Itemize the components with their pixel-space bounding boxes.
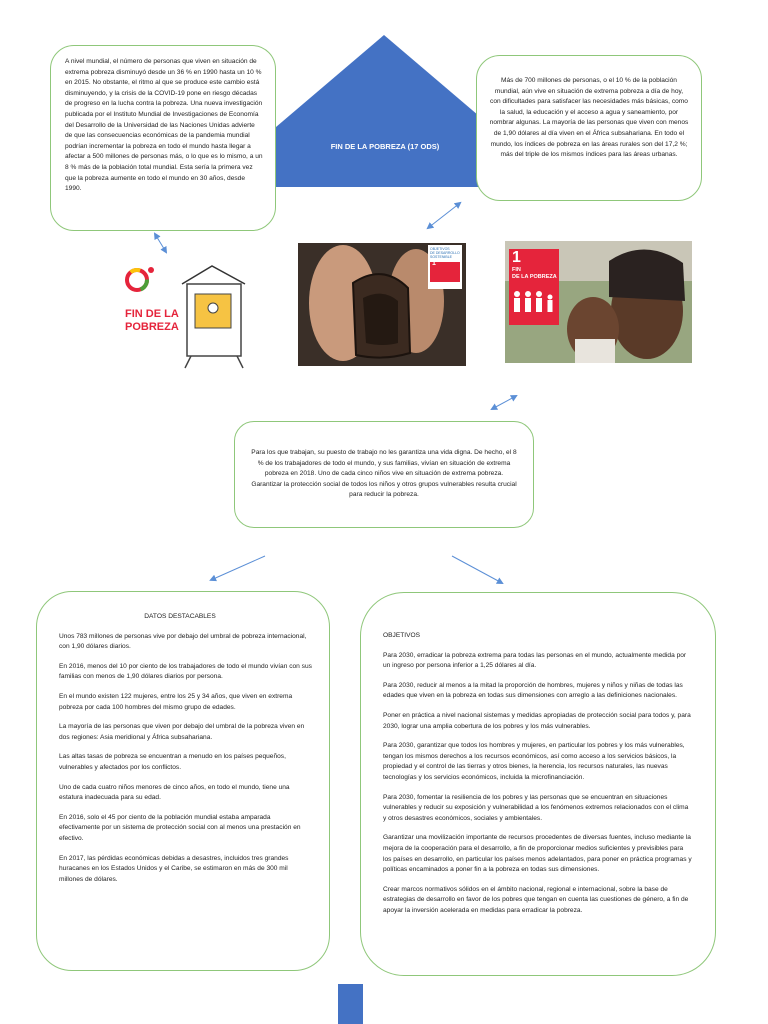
- arrow-to-datos: [211, 556, 265, 580]
- datos-item: En 2016, menos del 10 por ciento de los trabajadores de todo el mundo vivían con sus familias con menos de 1,90 dólares diarios por persona.: [59, 662, 312, 681]
- objetivo-item: Crear marcos normativos sólidos en el ámbito nacional, regional e internacional, sobre la base de estrategias de desarrollo en favor de los pobres que tengan en cuenta las cuestiones de género, a fin de apoyar la inversión acelerada en medidas para erradicar la pobreza.: [383, 885, 689, 914]
- datos-item: En el mundo existen 122 mujeres, entre los 25 y 34 años, que viven en extrema pobreza por cada 100 hombres del mismo grupo de edades.: [59, 692, 293, 711]
- facts-text: Más de 700 millones de personas, o el 10 % de la población mundial, aún vive en situación de extrema pobreza a día de hoy, con dificultades para satisfacer las necesidades más básicas, como la salud, la educación y el acceso a agua y saneamiento, por nombrar algunas. La mayoría de las personas que viven con menos de 1,90 dólares al día viven en el África subsahariana. En todo el mundo, los índices de pobreza en las áreas rurales son del 17,2 %; más del triple de los mismos índices para las áreas urbanas.: [489, 77, 689, 159]
- arrow-left: [155, 234, 166, 252]
- datos-box: [36, 591, 330, 971]
- illustration-title: FIN DE LA POBREZA: [125, 308, 179, 333]
- objetivo-item: Para 2030, fomentar la resiliencia de los pobres y las personas que se encuentran en situaciones vulnerables y reducir su exposición y vulnerabilidad a los fenómenos extremos relacionados con el clima y otros desastres económicos, sociales y ambientales.: [383, 793, 689, 822]
- objetivos-box: [360, 592, 716, 976]
- datos-title: DATOS DESTACABLES: [144, 613, 216, 620]
- objetivo-item: Para 2030, garantizar que todos los hombres y mujeres, en particular los pobres y los más vulnerables, tengan los mismos derechos a los recursos económicos, así como acceso a los servicios básicos, la propiedad y el control de las tierras y otros bienes, la herencia, los recursos naturales, las nuevas tecnologías y los servicios económicos, incluida la microfinanciación.: [383, 742, 685, 781]
- datos-item: Las altas tasas de pobreza se encuentran a menudo en los países pequeños, vulnerables y afectados por los conflictos.: [59, 753, 286, 771]
- objetivo-item: Poner en práctica a nivel nacional sistemas y medidas apropiadas de protección social para todos y, para 2030, lograr una amplia cobertura de los pobres y los más vulnerables.: [383, 711, 691, 730]
- sdg-badge-number: 1: [430, 262, 460, 282]
- objetivo-item: Para 2030, reducir al menos a la mitad la proporción de hombres, mujeres y niños y niñas de todas las edades que viven en la pobreza en todas sus dimensiones con arreglo a las definiciones nacionales.: [383, 681, 683, 700]
- work-text: Para los que trabajan, su puesto de trabajo no les garantiza una vida digna. De hecho, el 8 % de los trabajadores de todo el mundo, y sus familias, vivían en situación de extrema pobreza en 2018. Uno de cada cinco niños vive en situación de extrema pobreza. Garantizar la protección social de todos los niños y otros grupos vulnerables resulta crucial para reducir la pobreza.: [251, 449, 517, 499]
- objetivos-list: [383, 651, 693, 917]
- datos-item: La mayoría de las personas que viven por debajo del umbral de la pobreza viven en dos regiones: Asia meridional y África subsahariana.: [59, 723, 305, 741]
- datos-list: [59, 632, 313, 886]
- page-title: FIN DE LA POBREZA (17 ODS): [330, 142, 440, 151]
- sdg-badge: OBJETIVOS DE DESARROLLO SOSTENIBLE 1: [428, 245, 462, 289]
- arrow-right: [428, 203, 460, 228]
- intro-text: A nivel mundial, el número de personas que viven en situación de extrema pobreza disminuyó desde un 36 % en 1990 hasta un 10 % en 2015. No obstante, el ritmo al que se produce este cambio está disminuyendo, y la crisis de la COVID-19 pone en riesgo décadas de progreso en la lucha contra la pobreza. Una nueva investigación publicada por el Instituto Mundial de Investigaciones de Economía del Desarrollo de la Universidad de las Naciones Unidas advierte de que las consecuencias económicas de la pandemia mundial podrían incrementar la pobreza en todo el mundo hasta llegar a afectar a 500 millones de personas más, o lo que es lo mismo, a un 8 % más de la población total mundial. Esta sería la primera vez que la pobreza aumente en todo el mundo en 30 años, desde 1990.: [65, 58, 263, 193]
- sdg1-title: FIN DE LA POBREZA: [512, 267, 557, 280]
- datos-item: Unos 783 millones de personas vive por debajo del umbral de pobreza internacional, con 1,90 dólares diarios.: [59, 632, 307, 651]
- arrow-to-objetivos: [452, 556, 502, 583]
- datos-item: En 2016, solo el 45 por ciento de la población mundial estaba amparada efectivamente por un sistema de protección social con al menos una prestación en efectivo.: [59, 813, 301, 842]
- objetivo-item: Garantizar una movilización importante de recursos procedentes de diversas fuentes, incluso mediante la mejora de la cooperación para el desarrollo, a fin de proporcionar medios suficientes y previsibles para los países en desarrollo, en particular los países menos adelantados, para poner en práctica programas y políticas encaminados a poner fin a la pobreza en todas sus dimensiones.: [383, 834, 692, 874]
- datos-item: Uno de cada cuatro niños menores de cinco años, en todo el mundo, tiene una estatura inadecuada para su edad.: [59, 783, 290, 802]
- datos-item: En 2017, las pérdidas económicas debidas a desastres, incluidos tres grandes huracanes en los Estados Unidos y el Caribe, se estimaron en más de 300 mil millones de dólares.: [59, 854, 289, 883]
- objetivo-item: Para 2030, erradicar la pobreza extrema para todas las personas en el mundo, actualmente medida por un ingreso por persona inferior a 1,25 dólares al día.: [383, 651, 687, 670]
- sdg1-number: 1: [512, 249, 521, 266]
- arrow-middle: [492, 396, 516, 409]
- objetivos-title: OBJETIVOS: [383, 632, 421, 639]
- footer-blue-bar: [338, 984, 363, 1024]
